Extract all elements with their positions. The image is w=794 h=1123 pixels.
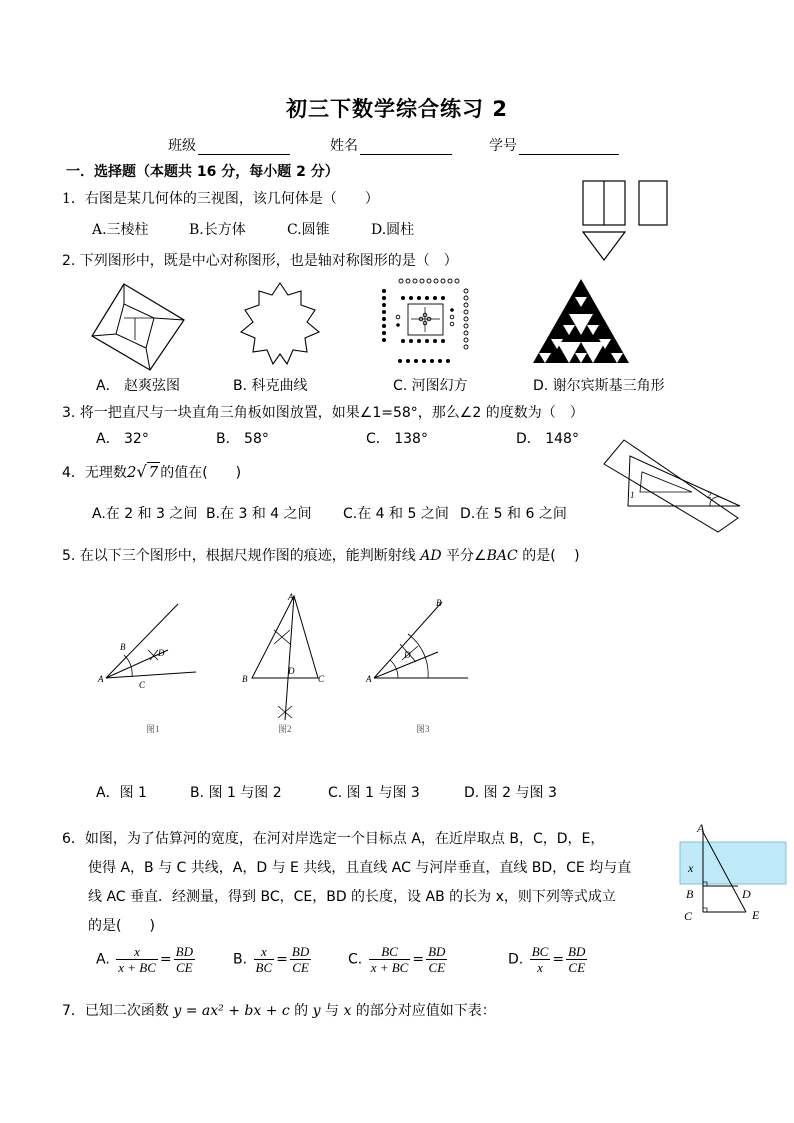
q7-stem: 7．已知二次函数 y = ax² + bx + c 的 y 与 x 的部分对应值如下表： bbox=[62, 1003, 496, 1019]
svg-text:D: D bbox=[288, 666, 295, 676]
q5-option-a[interactable]: A．图 1 bbox=[96, 785, 147, 801]
q3-option-c[interactable]: C． 138° bbox=[366, 431, 428, 447]
q4-option-c[interactable]: C.在 4 和 5 之间 bbox=[343, 506, 449, 522]
number-label: 学号 bbox=[489, 138, 517, 154]
q1-three-views-figure bbox=[578, 178, 673, 264]
svg-text:C: C bbox=[684, 909, 693, 923]
q5-option-d[interactable]: D. 图 2 与图 3 bbox=[464, 785, 557, 801]
q6-line-4: 的是( ) bbox=[88, 918, 155, 934]
q5-stem: 5. 在以下三个图形中，根据尺规作图的痕迹，能判断射线 AD 平分∠BAC 的是( ) bbox=[62, 548, 580, 564]
q6-option-c[interactable]: C. $\frac{BC}{x + BC}$ = $\frac{BD}{CE}$ bbox=[348, 944, 446, 975]
q4-option-d[interactable]: D.在 5 和 6 之间 bbox=[460, 506, 567, 522]
q3-option-d[interactable]: D． 148° bbox=[516, 431, 579, 447]
river-figure bbox=[680, 820, 788, 926]
class-field bbox=[168, 135, 290, 155]
svg-text:B: B bbox=[686, 887, 694, 901]
svg-text:E: E bbox=[752, 908, 760, 922]
zhao-shuang-figure bbox=[90, 282, 186, 372]
svg-text:C: C bbox=[318, 674, 325, 684]
angle-2-label: 2 bbox=[707, 490, 712, 500]
svg-text:A: A bbox=[288, 592, 294, 602]
q4-stem: 4．无理数2√ 7 的值在( ) bbox=[62, 462, 242, 481]
fig2-caption: 图2 bbox=[278, 724, 292, 734]
construction-figure-3 bbox=[364, 594, 474, 738]
sierpinski-triangle-figure bbox=[532, 277, 632, 367]
q6-option-d[interactable]: D. $\frac{BC}{x}$ = $\frac{BD}{CE}$ bbox=[508, 944, 586, 975]
number-blank[interactable] bbox=[519, 140, 619, 155]
fig1-caption: 图1 bbox=[146, 724, 160, 734]
class-label: 班级 bbox=[168, 138, 196, 154]
svg-text:A: A bbox=[697, 821, 705, 835]
angle-1-label: 1 bbox=[630, 490, 635, 500]
q5-option-b[interactable]: B. 图 1 与图 2 bbox=[190, 785, 282, 801]
name-label: 姓名 bbox=[330, 138, 358, 154]
svg-text:A: A bbox=[366, 674, 372, 684]
q2-option-d[interactable]: D. 谢尔宾斯基三角形 bbox=[533, 378, 665, 394]
name-blank[interactable] bbox=[360, 140, 452, 155]
luo-shu-magic-square-figure bbox=[378, 277, 473, 367]
q3-option-b[interactable]: B． 58° bbox=[216, 431, 269, 447]
q3-option-a[interactable]: A． 32° bbox=[96, 431, 149, 447]
q6-line-1: 6．如图，为了估算河的宽度，在河对岸选定一个目标点 A，在近岸取点 B，C，D，E， bbox=[62, 831, 605, 847]
q6-option-a[interactable]: A. $\frac{x}{x + BC}$ = $\frac{BD}{CE}$ bbox=[96, 944, 193, 975]
sqrt-sign: √ bbox=[136, 462, 147, 481]
q1-option-d[interactable]: D.圆柱 bbox=[371, 222, 415, 238]
q1-option-b[interactable]: B.长方体 bbox=[189, 222, 246, 238]
svg-text:D: D bbox=[742, 887, 751, 901]
q2-option-a[interactable]: A． 赵爽弦图 bbox=[96, 378, 181, 394]
class-blank[interactable] bbox=[198, 140, 290, 155]
svg-text:x: x bbox=[688, 861, 694, 875]
koch-snowflake-figure bbox=[235, 280, 325, 370]
construction-figure-1 bbox=[96, 598, 196, 738]
svg-text:B: B bbox=[242, 674, 248, 684]
q2-option-c[interactable]: C. 河图幻方 bbox=[393, 378, 468, 394]
svg-text:D: D bbox=[404, 650, 411, 660]
q3-stem: 3. 将一把直尺与一块直角三角板如图放置，如果∠1=58°，那么∠2 的度数为（ ） bbox=[62, 405, 584, 421]
svg-text:A: A bbox=[98, 674, 104, 684]
q1-stem: 1．右图是某几何体的三视图，该几何体是（ ） bbox=[62, 191, 379, 207]
q4-option-b[interactable]: B.在 3 和 4 之间 bbox=[206, 506, 312, 522]
q6-line-2: 使得 A，B 与 C 共线，A，D 与 E 共线，且直线 AC 与河岸垂直，直线 BD，CE 均与直 bbox=[88, 860, 632, 876]
name-field bbox=[330, 135, 452, 155]
fig3-caption: 图3 bbox=[416, 724, 430, 734]
page-title: 初三下数学综合练习 2 bbox=[286, 97, 508, 121]
construction-figure-2 bbox=[238, 590, 333, 738]
svg-text:D: D bbox=[158, 648, 165, 658]
q6-option-b[interactable]: B. $\frac{x}{BC}$ = $\frac{BD}{CE}$ bbox=[233, 944, 310, 975]
number-field bbox=[489, 135, 619, 155]
q2-stem: 2. 下列图形中，既是中心对称图形，也是轴对称图形的是（ ） bbox=[62, 253, 458, 269]
svg-text:C: C bbox=[139, 680, 146, 690]
q1-option-a[interactable]: A.三棱柱 bbox=[92, 222, 149, 238]
ruler-triangle-figure bbox=[600, 436, 745, 536]
q1-option-c[interactable]: C.圆锥 bbox=[287, 222, 330, 238]
q4-option-a[interactable]: A.在 2 和 3 之间 bbox=[92, 506, 198, 522]
section-heading: 一．选择题（本题共 16 分，每小题 2 分） bbox=[66, 164, 339, 180]
q5-option-c[interactable]: C. 图 1 与图 3 bbox=[328, 785, 420, 801]
q6-line-3: 线 AC 垂直．经测量，得到 BC，CE，BD 的长度，设 AB 的长为 x，则下列等式成立 bbox=[88, 889, 616, 905]
q2-option-b[interactable]: B. 科克曲线 bbox=[233, 378, 308, 394]
svg-text:B: B bbox=[436, 598, 442, 608]
svg-text:B: B bbox=[120, 642, 126, 652]
